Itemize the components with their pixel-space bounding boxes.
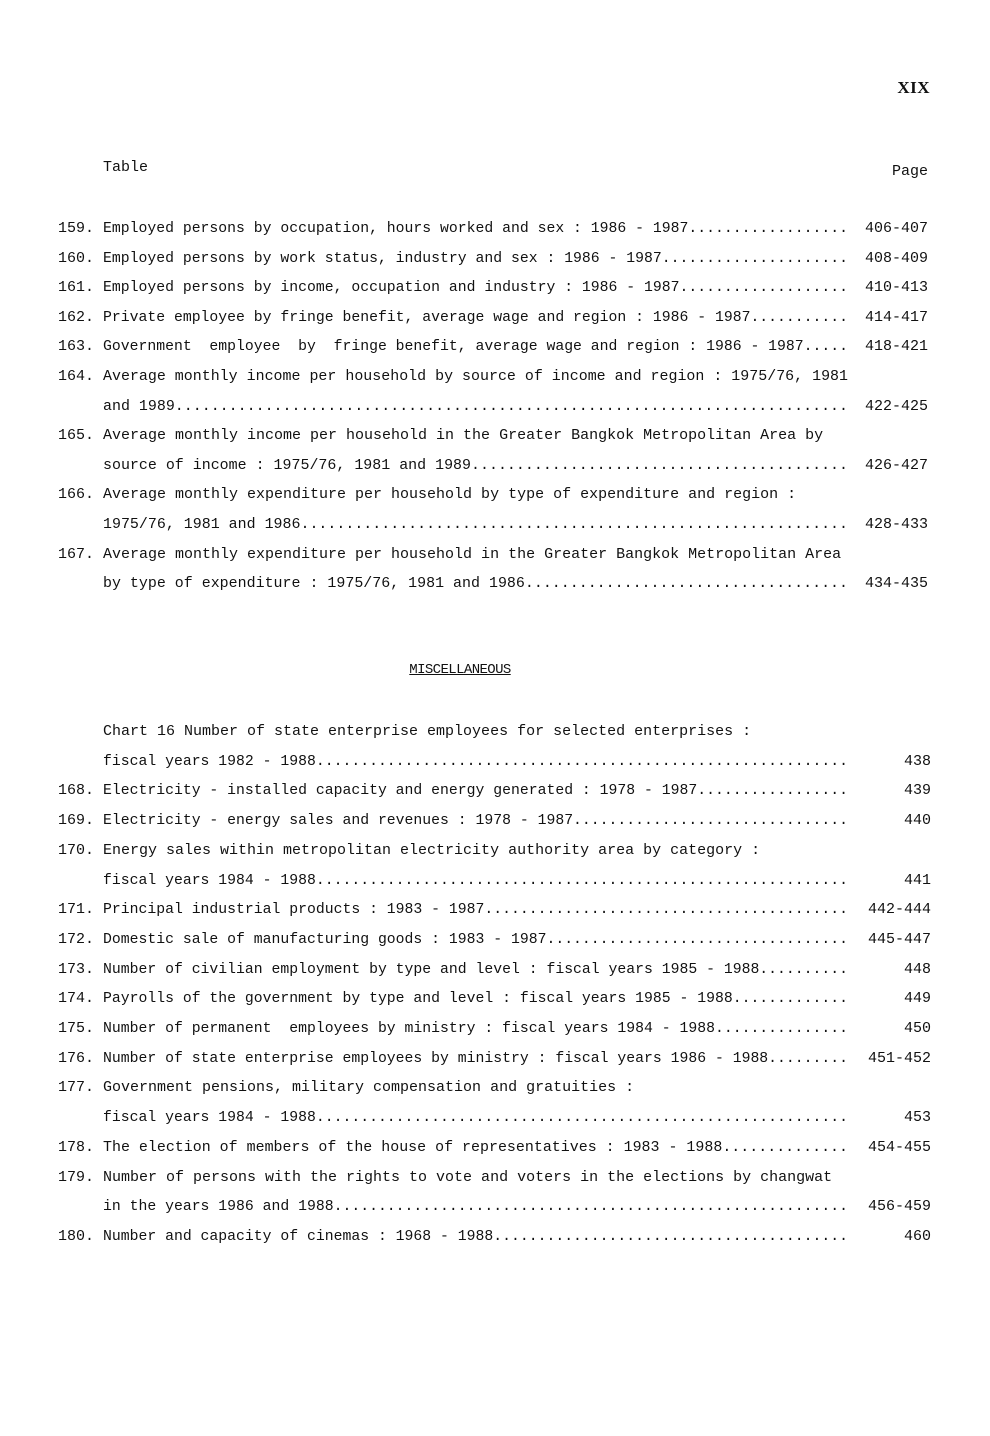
toc-entry-page: 453 [903,1109,931,1127]
toc-entry-page: 418-421 [864,338,928,356]
toc-entry-title: Average monthly income per household by source of income and region : 1975/76, 1981 [103,368,848,385]
toc-entry-title: fiscal years 1982 - 1988............................................................ [103,752,848,770]
toc-entry-title: Average monthly expenditure per household in the Greater Bangkok Metropolitan Area [103,545,842,563]
toc-entry-number: 170. [58,841,95,859]
toc-entry-number: 179. [58,1168,95,1186]
toc-entry-number: 178. [58,1138,95,1156]
toc-entry-title: Government pensions, military compensation and gratuities : [103,1079,635,1097]
toc-entry-number: 159. [58,220,95,237]
toc-entry-page: 451-452 [867,1049,931,1067]
toc-entry-page: 441 [903,871,931,889]
toc-entry-page: 426-427 [864,456,928,474]
toc-entry [0,1048,990,1070]
toc-entry-number: 162. [58,308,95,326]
toc-entry [0,721,990,743]
toc-entry-page: 406-407 [864,220,928,237]
toc-entry [0,248,990,270]
toc-entry-title: Number of permanent employees by ministry : fiscal years 1984 - 1988............... [103,1020,848,1037]
toc-entry-number: 160. [58,249,95,267]
toc-entry [0,544,990,566]
toc-entry-page: 450 [903,1020,931,1037]
toc-entry [0,870,990,892]
toc-entry-title: Payrolls of the government by type and level : fiscal years 1985 - 1988............. [103,990,848,1008]
toc-entry-title: Electricity - energy sales and revenues : 1978 - 1987............................... [103,812,848,830]
section-heading-miscellaneous: MISCELLANEOUS [409,662,511,678]
toc-entry-title: source of income : 1975/76, 1981 and 1989.......................................... [103,456,848,474]
toc-entry-page: 410-413 [864,279,928,297]
toc-entry [0,810,990,832]
toc-entry-title: Chart 16 Number of state enterprise employees for selected enterprises : [103,723,752,740]
toc-entry-page: 422-425 [864,397,928,415]
toc-entry-number: 165. [58,427,95,445]
toc-entry-number: 176. [58,1049,95,1067]
toc-entry-title: Domestic sale of manufacturing goods : 1983 - 1987.................................. [103,930,848,948]
toc-entry [0,484,990,506]
toc-entry [0,840,990,862]
toc-entry-number: 164. [58,368,95,385]
toc-entry-page: 439 [903,782,931,800]
toc-entry-title: Average monthly income per household in the Greater Bangkok Metropolitan Area by [103,427,824,445]
toc-entry-title: 1975/76, 1981 and 1986............................................................. [103,516,848,533]
toc-entry-title: Energy sales within metropolitan electricity authority area by category : [103,841,761,859]
column-heading-table: Table [103,159,149,176]
toc-entry-number: 174. [58,990,95,1008]
toc-entry-page: 414-417 [864,308,928,326]
toc-entry [0,780,990,802]
toc-entry-number: 175. [58,1020,95,1037]
toc-entry-title: The election of members of the house of representatives : 1983 - 1988.............. [103,1138,848,1156]
toc-entry [0,899,990,921]
toc-entry [0,751,990,773]
toc-entry-title: Number and capacity of cinemas : 1968 - 1988........................................ [103,1227,848,1245]
toc-entry-number: 168. [58,782,95,800]
toc-entry-page: 445-447 [867,930,931,948]
toc-entry [0,455,990,477]
toc-entry-page: 442-444 [867,901,931,919]
toc-entry-number: 166. [58,486,95,504]
toc-entry [0,366,990,388]
toc-entry [0,988,990,1010]
toc-entry-title: Employed persons by income, occupation and industry : 1986 - 1987................... [103,279,848,297]
toc-entry [0,1018,990,1040]
toc-entry-title: Number of persons with the rights to vote and voters in the elections by changwat [103,1168,833,1186]
toc-entry-number: 169. [58,812,95,830]
toc-entry [0,514,990,536]
toc-entry-number: 172. [58,930,95,948]
toc-entry-page: 456-459 [867,1198,931,1216]
toc-entry-page: 440 [903,812,931,830]
toc-entry-title: fiscal years 1984 - 1988............................................................ [103,871,848,889]
toc-entry-title: Number of state enterprise employees by ministry : fiscal years 1986 - 1988......... [103,1049,848,1067]
toc-entry [0,218,990,240]
toc-entry-title: Government employee by fringe benefit, average wage and region : 1986 - 1987..... [103,338,848,356]
toc-entry-page: 449 [903,990,931,1008]
toc-entry-number: 180. [58,1227,95,1245]
toc-entry-page: 454-455 [867,1138,931,1156]
page-number: XIX [897,78,930,97]
toc-entry-page: 434-435 [864,575,928,593]
toc-entry-title: by type of expenditure : 1975/76, 1981 and 1986.................................... [103,575,848,593]
toc-entry-page: 428-433 [864,516,928,533]
toc-entry-number: 177. [58,1079,95,1097]
toc-entry [0,1167,990,1189]
toc-entry [0,1226,990,1248]
toc-entry [0,396,990,418]
toc-entry [0,336,990,358]
toc-entry-title: Average monthly expenditure per household by type of expenditure and region : [103,486,797,504]
toc-entry-title: and 1989........................................................................... [103,397,848,415]
toc-entry-title: Electricity - installed capacity and energy generated : 1978 - 1987................. [103,782,848,800]
toc-entry [0,307,990,329]
toc-entry-page: 438 [903,752,931,770]
toc-entry-title: Employed persons by work status, industry and sex : 1986 - 1987..................... [103,249,848,267]
column-heading-page: Page [891,163,928,180]
toc-entry-title: in the years 1986 and 1988.......................................................... [103,1198,848,1216]
toc-entry-number: 171. [58,901,95,919]
toc-entry-title: fiscal years 1984 - 1988............................................................ [103,1109,848,1127]
toc-entry [0,1196,990,1218]
toc-entry-title: Principal industrial products : 1983 - 1987......................................... [103,901,848,919]
toc-entry-title: Employed persons by occupation, hours worked and sex : 1986 - 1987.................. [103,220,848,237]
toc-entry-page: 448 [903,960,931,978]
toc-entry-number: 173. [58,960,95,978]
toc-entry [0,277,990,299]
toc-entry [0,573,990,595]
toc-entry-title: Private employee by fringe benefit, average wage and region : 1986 - 1987........... [103,308,848,326]
toc-entry [0,1137,990,1159]
toc-entry [0,959,990,981]
toc-entry-page: 408-409 [864,249,928,267]
toc-entry [0,1107,990,1129]
toc-entry-number: 163. [58,338,95,356]
toc-entry [0,929,990,951]
toc-entry-number: 167. [58,545,95,563]
toc-entry-page: 460 [903,1227,931,1245]
toc-entry [0,1077,990,1099]
toc-entry-number: 161. [58,279,95,297]
toc-entry [0,425,990,447]
toc-entry-title: Number of civilian employment by type and level : fiscal years 1985 - 1988.......... [103,960,848,978]
